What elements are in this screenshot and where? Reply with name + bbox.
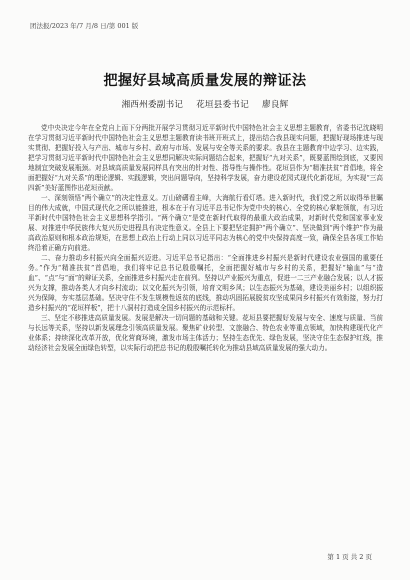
byline-author-2: 花垣县委书记 xyxy=(196,100,249,110)
article-byline xyxy=(0,98,410,110)
paragraph: 党中央决定今年在全党自上而下分两批开展学习贯彻习近平新时代中国特色社会主义思想主题教育，省委书记沈晓明在学习贯彻习近平新时代中国特色社会主义思想主题教育读书班开班式上，提出结合我县现实问题，把握好现场推进与现实贯彻、把握好投入与产出、城市与乡村、政府与市场、发展与安全等关系的要求。我县在主题教育中边学习、边实践，把学习贯彻习近平新时代中国特色社会主义思想同解决实际问题结合起来，把握好“九对关系”，既要蓝图绘到底，又要因地制宜突破发展瓶颈。对县域高质量发展同样具有突出的针对性、指导性与操作性。花垣县作为“精准扶贫”首倡地，将全面把握好“九对关系”的理论逻辑、实践逻辑，突出问题导向，坚持科学发展，奋力建设花园式现代化新花垣，为实现“三高四新”美好蓝图作出花垣贡献。 xyxy=(28,124,383,192)
article-body xyxy=(28,123,383,541)
paragraph: 三、坚定不移推进高质量发展。发展是解决一切问题的基础和关键。花垣县要把握好发展与安全、速度与质量、当前与长远等关系，坚持以新发展理念引领高质量发展。聚焦矿业转型、文旅融合、特色农业等重点领域，加快构建现代化产业体系；持续深化改革开放，优化营商环境，激发市场主体活力；坚持生态优先、绿色发展，坚决守住生态保护红线，推动经济社会发展全面绿色转型，以实际行动把总书记的殷殷嘱托转化为推动县域高质量发展的强大动力。 xyxy=(28,314,383,352)
document-header-id: 团法报/2023 年/7 月/8 日/第 001 版 xyxy=(30,22,139,30)
paragraph: 一、深刻领悟“两个确立”的决定性意义。万山磅礴看主峰，大海航行看灯塔。进入新时代，我们党之所以取得举世瞩目的伟大成就，中国式现代化之所以能推进，根本在于有习近平总书记作为党中央的核心、全党的核心掌舵领航，有习近平新时代中国特色社会主义思想科学指引。“两个确立”是党在新时代取得的最重大政治成果，对新时代党和国家事业发展、对推进中华民族伟大复兴历史进程具有决定性意义。全县上下要把坚定拥护“两个确立”、坚决做到“两个维护”作为最高政治原则和根本政治规矩，在思想上政治上行动上同以习近平同志为核心的党中央保持高度一致，确保全县各项工作始终沿着正确方向前进。 xyxy=(28,194,383,252)
byline-author-1: 湘西州委副书记 xyxy=(121,100,184,110)
paragraph: 二、奋力推动乡村振兴向全面振兴迈进。习近平总书记指出：“全面推进乡村振兴是新时代建设农业强国的重要任务。”作为“精准扶贫”首倡地，我们将牢记总书记殷殷嘱托，全面把握好城市与乡村的关系，把握好“输血”与“造血”、“点”与“面”的辩证关系，全面推进乡村振兴走在前列。坚持以产业振兴为重点，促进一二三产业融合发展；以人才振兴为支撑，推动各类人才向乡村流动；以文化振兴为引领，培育文明乡风；以生态振兴为基础，建设美丽乡村；以组织振兴为保障，夯实基层基础。坚决守住不发生规模性返贫的底线，推动巩固拓展脱贫攻坚成果同乡村振兴有效衔接，努力打造乡村振兴的“花垣样板”，把十八洞村打造成全国乡村振兴的示范标杆。 xyxy=(28,254,383,312)
article-title: 把握好县域高质量发展的辩证法 xyxy=(103,73,307,89)
byline-author-3: 廖良辉 xyxy=(262,100,289,110)
page-footer: 第 1 页 共 2 页 xyxy=(327,553,372,561)
